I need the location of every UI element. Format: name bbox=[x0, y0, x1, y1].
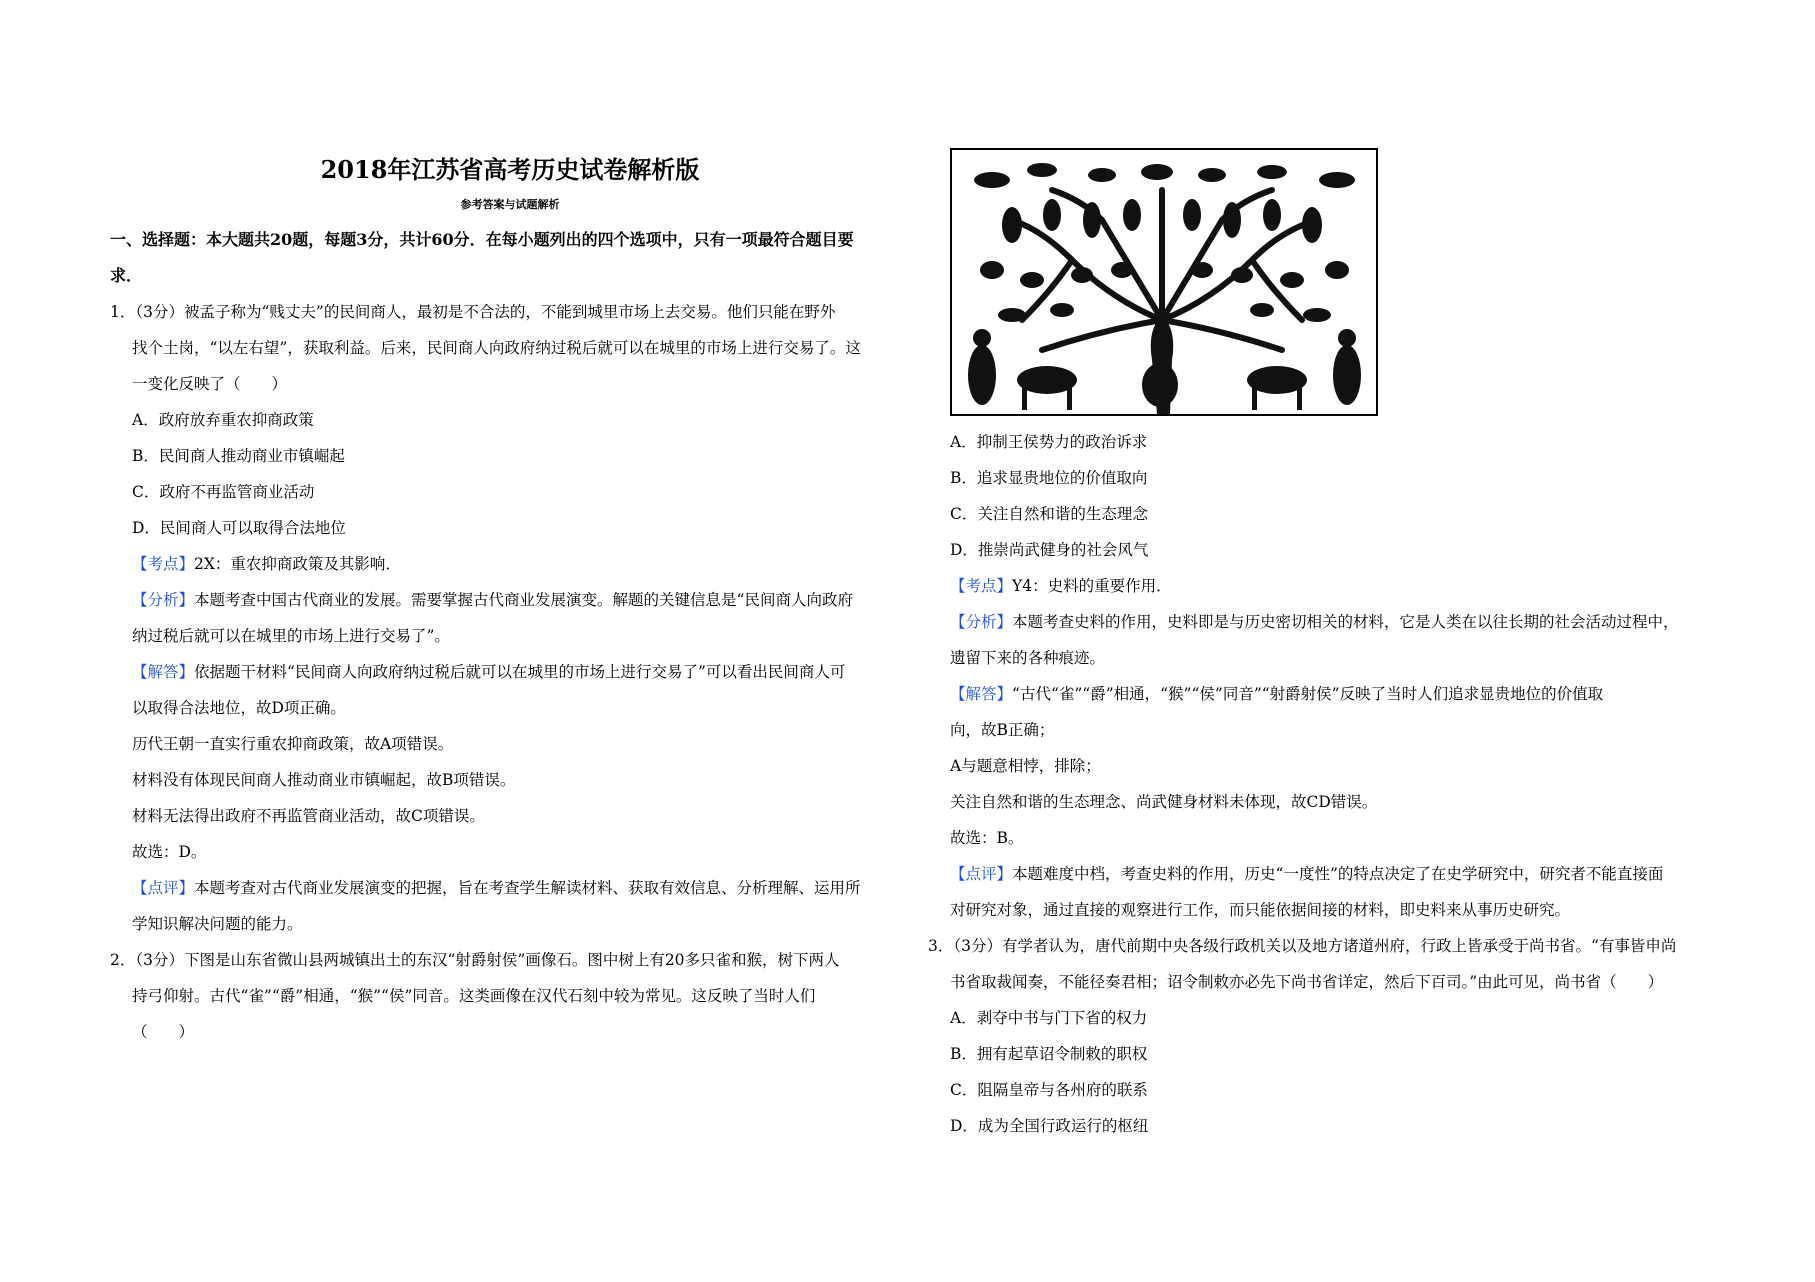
q2-jieda-line3: A与题意相悖，排除； bbox=[950, 757, 1101, 775]
q1-jieda-line4: 材料没有体现民间商人推动商业市镇崛起，故B项错误。 bbox=[132, 771, 516, 789]
q1-fenxi bbox=[132, 590, 853, 610]
q2-fenxi bbox=[950, 612, 1679, 632]
q2-option-c: C．关注自然和谐的生态理念 bbox=[950, 505, 1148, 523]
q1-dianping bbox=[132, 878, 861, 898]
q1-kaodian bbox=[132, 554, 401, 574]
kaodian-tag: 【考点】 bbox=[132, 555, 195, 573]
q2-option-d: D．推崇尚武健身的社会风气 bbox=[950, 541, 1149, 559]
section-heading-line2: 求． bbox=[110, 266, 143, 285]
q1-option-d: D．民间商人可以取得合法地位 bbox=[132, 519, 346, 537]
q1-jieda-line2: 以取得合法地位，故D项正确。 bbox=[132, 699, 346, 717]
q2-dianping bbox=[950, 864, 1663, 884]
q1-jieda-line3: 历代王朝一直实行重农抑商政策，故A项错误。 bbox=[132, 735, 454, 753]
q2-option-b: B．追求显贵地位的价值取向 bbox=[950, 469, 1148, 487]
dianping-tag: 【点评】 bbox=[950, 865, 1013, 883]
q2-stem-line3: （ ） bbox=[132, 1023, 195, 1041]
q1-option-a: A．政府放弃重农抑商政策 bbox=[132, 411, 314, 429]
q1-jieda-line5: 材料无法得出政府不再监管商业活动，故C项错误。 bbox=[132, 807, 485, 825]
dianping-tag: 【点评】 bbox=[132, 879, 195, 897]
q1-option-b: B．民间商人推动商业市镇崛起 bbox=[132, 447, 345, 465]
q1-dianping-text1: 本题考查对古代商业发展演变的把握，旨在考查学生解读材料、获取有效信息、分析理解、运用所 bbox=[194, 879, 861, 897]
kaodian-tag: 【考点】 bbox=[950, 577, 1013, 595]
document-title: 2018年江苏省高考历史试卷解析版 bbox=[320, 155, 700, 184]
q1-stem-line3: 一变化反映了（ ） bbox=[132, 375, 288, 393]
jieda-tag: 【解答】 bbox=[132, 663, 195, 681]
q1-jieda-text1: 依据题干材料“民间商人向政府纳过税后就可以在城里的市场上进行交易了”可以看出民间商人可 bbox=[194, 663, 846, 681]
q1-fenxi-text1: 本题考查中国古代商业的发展。需要掌握古代商业发展演变。解题的关键信息是“民间商人向政府 bbox=[194, 591, 853, 609]
q2-jieda-text1: “古代“雀”“爵”相通，“猴”“侯”同音”“射爵射侯”反映了当时人们追求显贵地位的价值取 bbox=[1012, 685, 1604, 703]
q3-stem-line2: 书省取裁闻奏，不能径奏君相；诏令制敕亦必先下尚书省详定，然后下百司。”由此可见，尚书省（ ） bbox=[950, 973, 1664, 991]
q2-fenxi-line2: 遗留下来的各种痕迹。 bbox=[950, 649, 1106, 667]
fenxi-tag: 【分析】 bbox=[950, 613, 1013, 631]
tree-relief-drawing bbox=[952, 150, 1376, 414]
document-subtitle: 参考答案与试题解析 bbox=[460, 198, 560, 211]
q2-stem-line2: 持弓仰射。古代“雀”“爵”相通，“猴”“侯”同音。这类画像在汉代石刻中较为常见。这反映了当时人们 bbox=[132, 987, 816, 1005]
q2-dianping-line2: 对研究对象，通过直接的观察进行工作，而只能依据间接的材料，即史料来从事历史研究。 bbox=[950, 901, 1571, 919]
fenxi-tag: 【分析】 bbox=[132, 591, 195, 609]
section-heading-line1: 一、选择题：本大题共20题，每题3分，共计60分．在每小题列出的四个选项中，只有一项最符合题目要 bbox=[110, 230, 854, 249]
q1-fenxi-line2: 纳过税后就可以在城里的市场上进行交易了”。 bbox=[132, 627, 450, 645]
q2-dianping-text1: 本题难度中档，考查史料的作用，历史“一度性”的特点决定了在史学研究中，研究者不能直接面 bbox=[1012, 865, 1664, 883]
q2-option-a: A．抑制王侯势力的政治诉求 bbox=[950, 433, 1148, 451]
q1-kaodian-text: 2X：重农抑商政策及其影响． bbox=[194, 555, 401, 573]
q3-stem-line1: 3．（3分）有学者认为，唐代前期中央各级行政机关以及地方诸道州府，行政上皆承受于尚书省。“有事皆申尚 bbox=[928, 937, 1677, 955]
q2-fenxi-text1: 本题考查史料的作用，史料即是与历史密切相关的材料，它是人类在以往长期的社会活动过程中， bbox=[1012, 613, 1679, 631]
q1-stem-line2: 找个土岗，“以左右望”，获取利益。后来，民间商人向政府纳过税后就可以在城里的市场上进行交易了。这 bbox=[132, 339, 861, 357]
jieda-tag: 【解答】 bbox=[950, 685, 1013, 703]
q1-option-c: C．政府不再监管商业活动 bbox=[132, 483, 315, 501]
q1-jieda bbox=[132, 662, 845, 682]
q3-option-b: B．拥有起草诏令制敕的职权 bbox=[950, 1045, 1148, 1063]
q1-stem-line1: 1．（3分）被孟子称为“贱丈夫”的民间商人，最初是不合法的，不能到城里市场上去交易。他们只能在野外 bbox=[110, 303, 836, 321]
q3-option-d: D．成为全国行政运行的枢纽 bbox=[950, 1117, 1149, 1135]
q1-dianping-line2: 学知识解决问题的能力。 bbox=[132, 915, 303, 933]
q2-jieda bbox=[950, 684, 1603, 704]
q2-kaodian bbox=[950, 576, 1172, 596]
q1-jieda-line6: 故选：D。 bbox=[132, 843, 207, 861]
q2-kaodian-text: Y4：史料的重要作用． bbox=[1012, 577, 1172, 595]
q2-stem-line1: 2．（3分）下图是山东省微山县两城镇出土的东汉“射爵射侯”画像石。图中树上有20多只雀和猴，树下两人 bbox=[110, 951, 840, 969]
q2-jieda-line5: 故选：B。 bbox=[950, 829, 1024, 847]
q3-option-c: C．阻隔皇帝与各州府的联系 bbox=[950, 1081, 1148, 1099]
q3-option-a: A．剥夺中书与门下省的权力 bbox=[950, 1009, 1148, 1027]
q2-jieda-line4: 关注自然和谐的生态理念、尚武健身材料未体现，故CD错误。 bbox=[950, 793, 1378, 811]
q2-jieda-line2: 向，故B正确； bbox=[950, 721, 1055, 739]
stone-relief-image bbox=[950, 148, 1378, 416]
